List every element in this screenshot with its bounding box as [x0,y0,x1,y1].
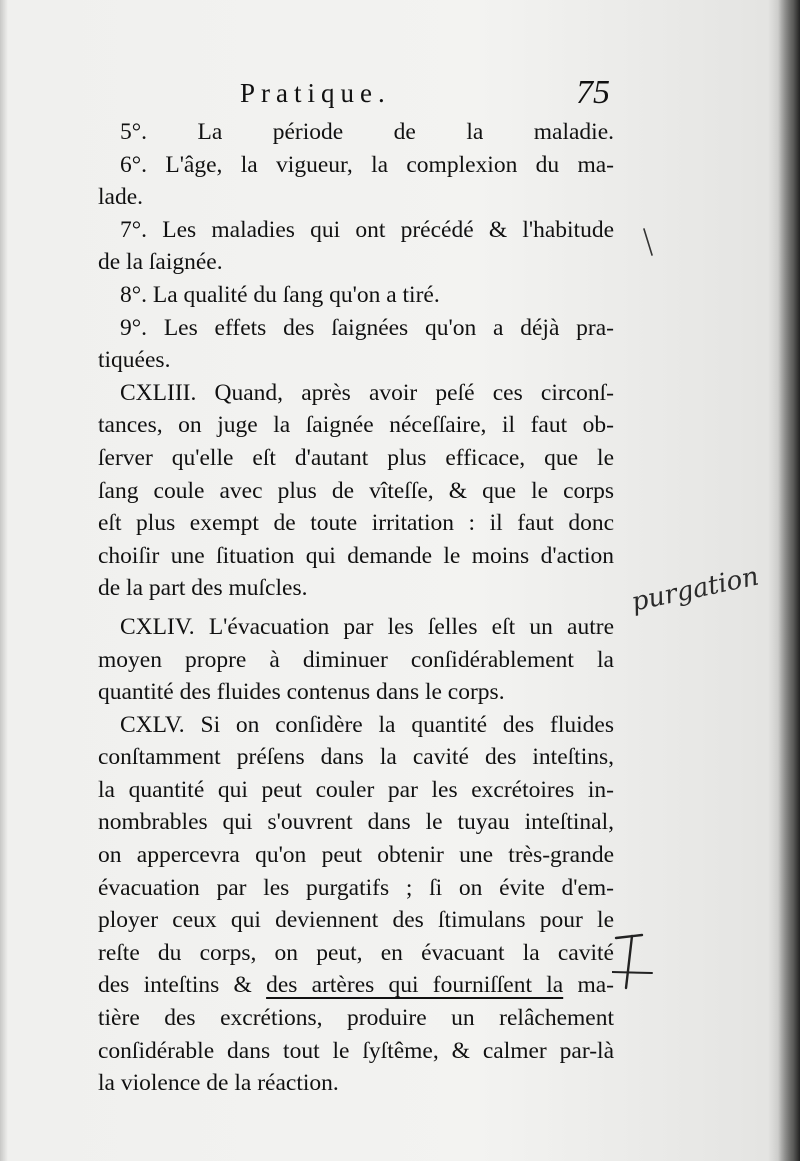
page-edge-shadow [778,0,800,1161]
underlined-phrase: des artères qui fourniſſent la [266,972,564,999]
margin-tick-icon [640,225,660,265]
text-line: quantité des fluides contenus dans le corps. [98,679,505,706]
text-line: reſte du corps, on peut, en évacuant la cavité [98,939,614,966]
text-line: 9°. Les effets des ſaignées qu'on a déjà pra- [120,314,614,341]
body-text [98,116,614,1100]
text-line: 6°. L'âge, la vigueur, la complexion du ma- [120,151,614,178]
underline-before: des inteſtins & [98,972,267,999]
text-line-underlined [98,969,614,1002]
text-line: la quantité qui peut couler par les excrétoires in- [98,776,614,803]
text-line: de la ſaignée. [98,249,223,276]
text-line: ployer ceux qui deviennent des ſtimulans pour le [98,907,614,934]
text-line: ſerver qu'elle eſt d'autant plus efficace, que le [98,444,614,471]
text-line: tances, on juge la ſaignée néceſſaire, il faut ob- [98,412,614,439]
text-line: 7°. Les maladies qui ont précédé & l'habitude [120,216,614,243]
text-line: conſtamment préſens dans la cavité des inteſtins, [98,744,614,771]
text-line: 5°. La période de la maladie. [120,119,614,145]
text-line: choiſir une ſituation qui demande le moins d'action [98,542,614,569]
margin-mark-icon [612,932,656,992]
text-line: de la part des muſcles. [98,575,308,602]
page-gutter-shadow [0,0,8,1161]
text-line: 8°. La qualité du ſang qu'on a tiré. [120,281,440,308]
text-line: lade. [98,184,144,211]
running-head: Pratique. [240,78,391,108]
text-line: ſang coule avec plus de vîteſſe, & que le corps [98,477,614,504]
text-line: nombrables qui s'ouvrent dans le tuyau inteſtinal, [98,809,614,836]
text-line: CXLIV. L'évacuation par les ſelles eſt un autre [120,613,614,640]
underline-after: ma- [563,972,614,999]
text-line: conſidérable dans tout le ſyſtême, & calmer par-là [98,1037,614,1064]
text-line: évacuation par les purgatifs ; ſi on évite d'em- [98,874,614,901]
text-line: la violence de la réaction. [98,1070,339,1097]
page-number: 75 [576,74,610,111]
text-line: eſt plus exempt de toute irritation : il faut donc [98,510,614,537]
text-line: on appercevra qu'on peut obtenir une très-grande [98,842,614,869]
page-header [240,74,610,118]
text-line: CXLIII. Quand, après avoir peſé ces circonſ- [120,379,614,406]
handwritten-annotation: purgation [628,561,762,618]
text-line: tiquées. [98,347,171,374]
text-line: tière des excrétions, produire un relâchement [98,1005,614,1032]
text-line: CXLV. Si on conſidère la quantité des fluides [120,711,614,738]
text-line: moyen propre à diminuer conſidérablement la [98,646,614,673]
